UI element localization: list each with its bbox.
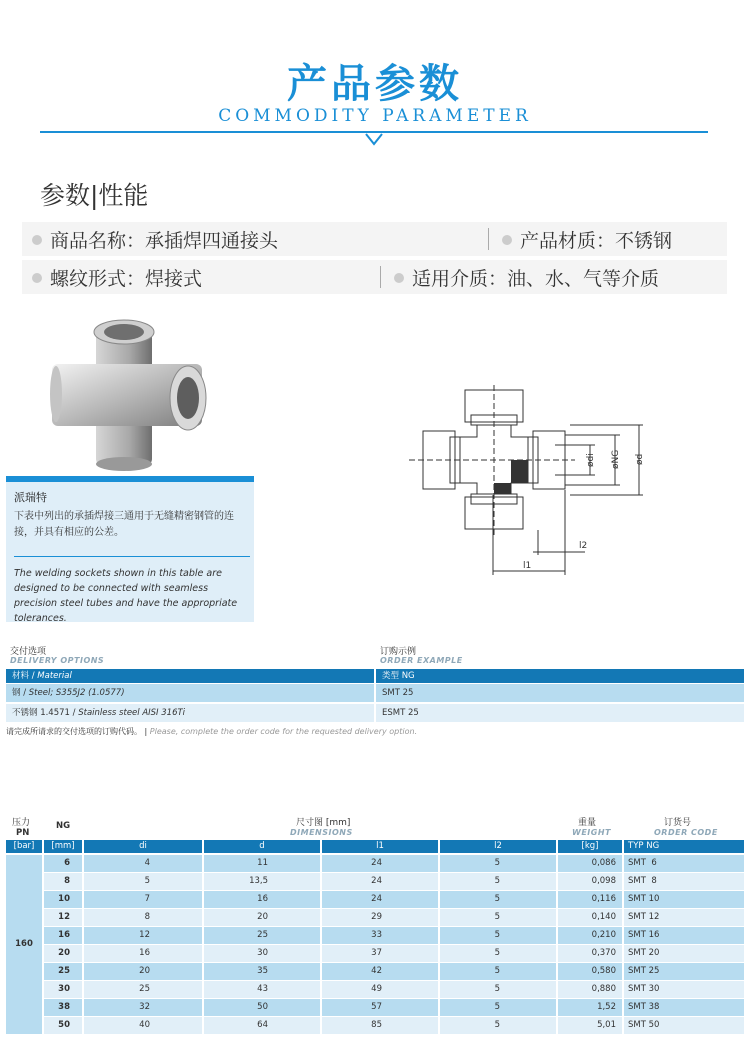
table-cell: 24 — [322, 855, 438, 872]
table-cell: 1,52 — [558, 999, 622, 1016]
pn-value-cell: 160 — [6, 855, 42, 1034]
dimensions-header: 尺寸图 [mm] — [296, 818, 351, 828]
table-cell: 42 — [322, 963, 438, 980]
table-cell: 4 — [84, 855, 202, 872]
delivery-row: 钢 / Steel; S355J2 (1.0577) — [6, 684, 374, 702]
table-cell: 13,5 — [204, 873, 320, 890]
order-example-row: ESMT 25 — [376, 704, 744, 722]
product-photo — [48, 318, 208, 473]
ng-cell: 30 — [44, 981, 82, 998]
table-cell: 33 — [322, 927, 438, 944]
table-cell: SMT 50 — [624, 1017, 744, 1034]
table-cell: 5,01 — [558, 1017, 622, 1034]
table-cell: 49 — [322, 981, 438, 998]
unit-header-cell: di — [84, 840, 202, 853]
pn-header: 压力 — [12, 818, 31, 828]
table-cell: 20 — [84, 963, 202, 980]
table-cell: 35 — [204, 963, 320, 980]
description-box — [6, 476, 254, 622]
page-title: 产品参数 — [287, 61, 463, 107]
table-cell: 50 — [204, 999, 320, 1016]
table-cell: 32 — [84, 999, 202, 1016]
table-cell: 85 — [322, 1017, 438, 1034]
table-cell: 64 — [204, 1017, 320, 1034]
unit-header-cell: l2 — [440, 840, 556, 853]
ng-header: NG — [56, 821, 71, 831]
unit-header-cell: l1 — [322, 840, 438, 853]
delivery-subtitle: DELIVERY OPTIONS — [10, 656, 105, 665]
ng-cell: 10 — [44, 891, 82, 908]
table-cell: 40 — [84, 1017, 202, 1034]
info-media: 适用介质：油、水、气等介质 — [394, 264, 659, 291]
table-cell: 5 — [440, 981, 556, 998]
unit-header-cell: [mm] — [44, 840, 82, 853]
technical-drawing — [405, 385, 650, 580]
table-cell: 5 — [440, 873, 556, 890]
label-l2: l2 — [579, 541, 588, 551]
table-cell: 5 — [440, 927, 556, 944]
divider — [488, 228, 489, 250]
table-cell: SMT 10 — [624, 891, 744, 908]
table-cell: SMT 6 — [624, 855, 744, 872]
order-example-row: SMT 25 — [376, 684, 744, 702]
table-cell: 0,580 — [558, 963, 622, 980]
ng-cell: 50 — [44, 1017, 82, 1034]
box-accent-bar — [6, 476, 254, 482]
table-cell: 12 — [84, 927, 202, 944]
table-cell: 29 — [322, 909, 438, 926]
order-example-header: 类型 NG — [376, 669, 744, 683]
table-cell: 0,370 — [558, 945, 622, 962]
table-cell: 24 — [322, 891, 438, 908]
bullet-icon — [32, 235, 42, 245]
pn-subheader: PN — [16, 828, 30, 838]
ng-cell: 6 — [44, 855, 82, 872]
description-text-en: The welding sockets shown in this table are designed to be connected with seamless precision steel tubes and have the appropriate tolerances. — [14, 568, 238, 624]
table-cell: 0,116 — [558, 891, 622, 908]
table-cell: SMT 16 — [624, 927, 744, 944]
table-cell: SMT 8 — [624, 873, 744, 890]
table-cell: 25 — [204, 927, 320, 944]
info-thread: 螺纹形式：焊接式 — [32, 264, 202, 291]
table-cell: 25 — [84, 981, 202, 998]
table-cell: 24 — [322, 873, 438, 890]
table-cell: 16 — [204, 891, 320, 908]
table-cell: 7 — [84, 891, 202, 908]
section-heading: 参数|性能 — [40, 181, 149, 210]
table-cell: 0,140 — [558, 909, 622, 926]
table-cell: 5 — [440, 855, 556, 872]
order-example-subtitle: ORDER EXAMPLE — [380, 656, 463, 665]
page-subtitle: COMMODITY PARAMETER — [218, 106, 532, 126]
table-cell: 20 — [204, 909, 320, 926]
table-cell: 0,086 — [558, 855, 622, 872]
delivery-note: 请完成所请求的交付选项的订购代码。 | Please, complete the order code for the requested delivery option. — [6, 727, 418, 736]
weight-header: 重量 — [578, 818, 597, 828]
ng-cell: 8 — [44, 873, 82, 890]
description-title: 派瑞特 — [14, 491, 47, 504]
table-cell: SMT 20 — [624, 945, 744, 962]
table-cell: 30 — [204, 945, 320, 962]
dimensions-subheader: DIMENSIONS — [290, 828, 353, 837]
unit-header-cell: TYP NG — [624, 840, 744, 853]
ng-cell: 25 — [44, 963, 82, 980]
delivery-row: 不锈钢 1.4571 / Stainless steel AISI 316Ti — [6, 704, 374, 722]
table-cell: SMT 30 — [624, 981, 744, 998]
label-d: ød — [635, 453, 645, 465]
table-cell: 0,880 — [558, 981, 622, 998]
table-cell: 0,098 — [558, 873, 622, 890]
ng-cell: 38 — [44, 999, 82, 1016]
info-material: 产品材质：不锈钢 — [502, 226, 672, 253]
table-cell: 16 — [84, 945, 202, 962]
table-cell: 0,210 — [558, 927, 622, 944]
order-code-subheader: ORDER CODE — [654, 828, 718, 837]
table-cell: 37 — [322, 945, 438, 962]
bullet-icon — [394, 273, 404, 283]
ng-cell: 12 — [44, 909, 82, 926]
table-cell: 5 — [440, 963, 556, 980]
table-cell: 5 — [440, 999, 556, 1016]
ng-cell: 20 — [44, 945, 82, 962]
table-cell: 5 — [440, 891, 556, 908]
label-l1: l1 — [523, 561, 532, 571]
order-example-title: 订购示例 — [380, 647, 417, 657]
label-ng: øNG — [611, 449, 621, 469]
divider — [380, 266, 381, 288]
description-text-cn: 下表中列出的承插焊接三通用于无缝精密钢管的连接，并具有相应的公差。 — [14, 511, 234, 538]
unit-header-cell: [kg] — [558, 840, 622, 853]
table-cell: 11 — [204, 855, 320, 872]
table-cell: 43 — [204, 981, 320, 998]
table-cell: 57 — [322, 999, 438, 1016]
ng-cell: 16 — [44, 927, 82, 944]
unit-header-cell: d — [204, 840, 320, 853]
bullet-icon — [32, 273, 42, 283]
chevron-down-icon — [364, 132, 384, 152]
delivery-header: 材料 / Material — [6, 669, 374, 683]
table-cell: SMT 38 — [624, 999, 744, 1016]
table-cell: SMT 25 — [624, 963, 744, 980]
description-divider — [14, 556, 250, 557]
bullet-icon — [502, 235, 512, 245]
delivery-title: 交付选项 — [10, 647, 47, 657]
table-cell: 5 — [84, 873, 202, 890]
unit-header-cell: [bar] — [6, 840, 42, 853]
table-cell: 5 — [440, 945, 556, 962]
info-row-1 — [22, 222, 727, 256]
table-cell: 5 — [440, 1017, 556, 1034]
label-di: ødi — [586, 453, 596, 467]
info-product-name: 商品名称：承插焊四通接头 — [32, 226, 278, 253]
table-cell: SMT 12 — [624, 909, 744, 926]
table-cell: 5 — [440, 909, 556, 926]
order-code-header: 订货号 — [664, 818, 692, 828]
info-row-2 — [22, 260, 727, 294]
weight-subheader: WEIGHT — [572, 828, 611, 837]
table-cell: 8 — [84, 909, 202, 926]
